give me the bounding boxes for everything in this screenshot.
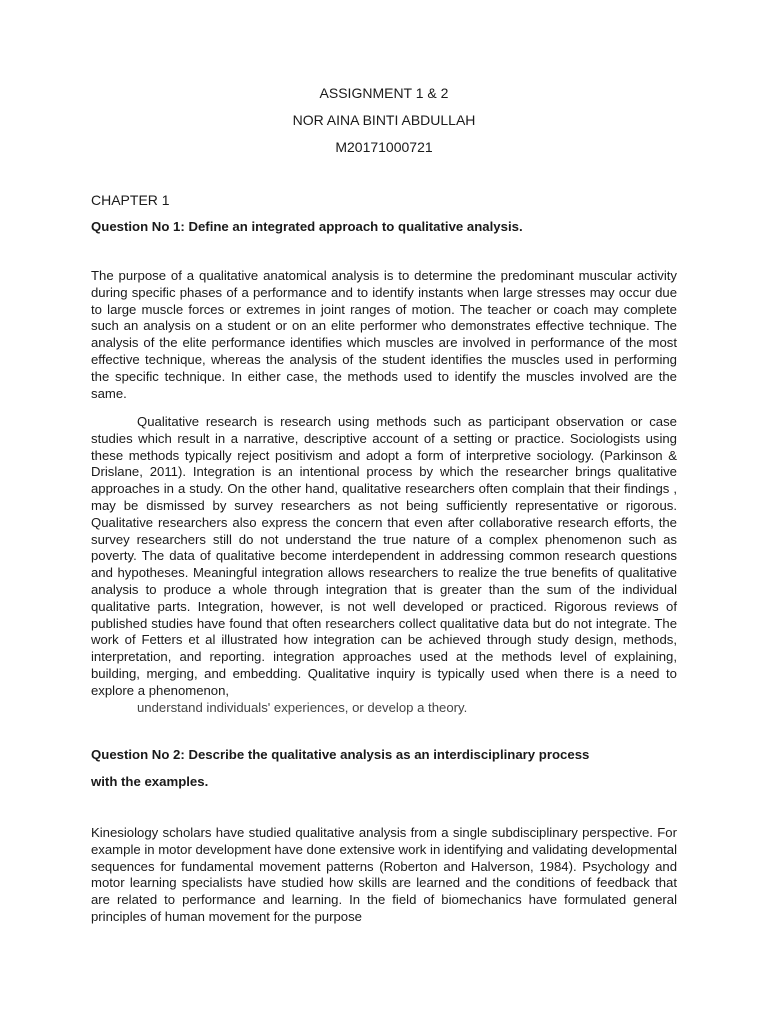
student-id: M20171000721 — [335, 139, 433, 155]
paragraph-2 — [91, 414, 677, 716]
paragraph-2-main: Qualitative research is research using methods such as participant observation or case studies which result in a narrative, descriptive account of a setting or practice. Sociologists using these methods typically reject positivism and adopt a form of interpretive sociology. (Parkinson & Drislane, 2011). Integration is an intentional process by which the researcher brings qualitative approaches in a study. On the other hand, qualitative researchers often complain that their findings , may be dismissed by survey researchers as not being sufficiently representative or rigorous. Qualitative researchers also express the concern that even after collaborative research efforts, the survey researchers still do not understand the true nature of a complex phenomenon such as poverty. The data of qualitative become interdependent in addressing common research questions and hypotheses. Meaningful integration allows researchers to realize the true benefits of qualitative analysis to produce a whole through integration that is greater than the sum of the individual qualitative parts. Integration, however, is not well developed or practiced. Rigorous reviews of published studies have found that often researchers collect qualitative data but do not integrate. The work of Fetters et al illustrated how integration can be achieved through study design, methods, interpretation, and reporting. integration approaches used at the methods level of explaining, building, merging, and embedding. Qualitative inquiry is typically used when there is a need to explore a phenomenon, — [91, 414, 677, 698]
question-2-heading-line-1: Question No 2: Describe the qualitative analysis as an interdisciplinary process — [91, 747, 590, 762]
assignment-title: ASSIGNMENT 1 & 2 — [319, 85, 449, 101]
question-1-heading: Question No 1: Define an integrated approach to qualitative analysis. — [91, 219, 523, 234]
chapter-heading: CHAPTER 1 — [91, 192, 170, 208]
paragraph-2-tail: understand individuals' experiences, or develop a theory. — [137, 699, 468, 715]
question-2-heading-line-2: with the examples. — [91, 774, 209, 789]
student-name: NOR AINA BINTI ABDULLAH — [292, 112, 476, 128]
paragraph-3: Kinesiology scholars have studied qualitative analysis from a single subdisciplinary perspective. For example in motor development have done extensive work in identifying and validating developmental sequences for fundamental movement patterns (Roberton and Halverson, 1984). Psychology and motor learning specialists have studied how skills are learned and the conditions of feedback that are related to performance and learning. In the field of biomechanics have formulated general principles of human movement for the purpose — [91, 825, 677, 924]
paragraph-1: The purpose of a qualitative anatomical analysis is to determine the predominant muscular activity during specific phases of a performance and to identify instants when large stresses may occur due to large muscle forces or extremes in joint ranges of motion. The teacher or coach may complete such an analysis on a student or on an elite performer who demonstrates effective technique. The analysis of the elite performance identifies which muscles are involved in performance of the most effective technique, whereas the analysis of the student identifies the muscles used in performing the specific technique. In either case, the methods used to identify the muscles involved are the same. — [91, 268, 677, 401]
